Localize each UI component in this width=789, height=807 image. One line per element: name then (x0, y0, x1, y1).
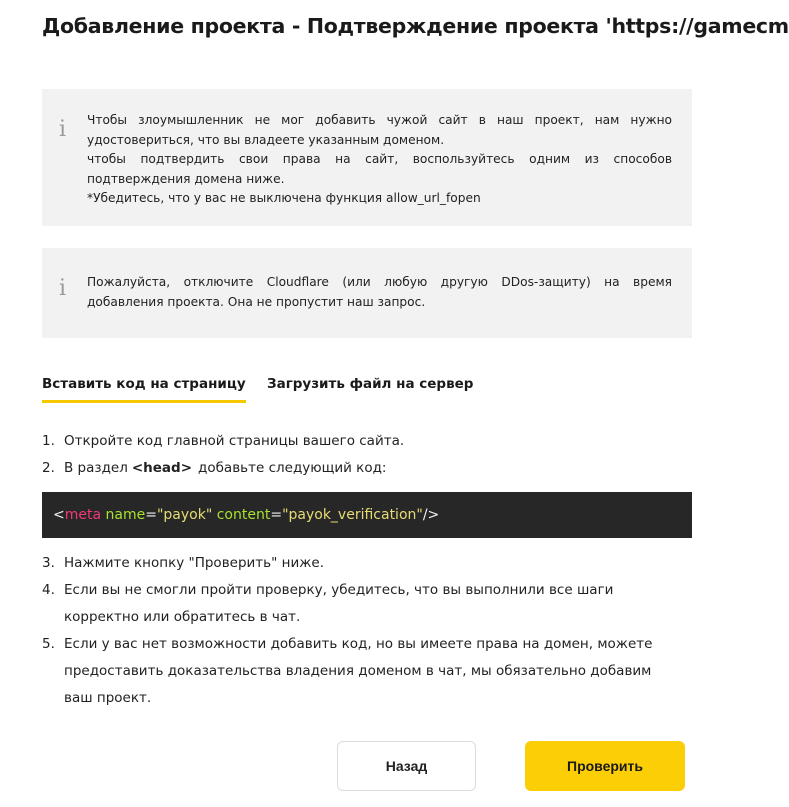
code-value-content: "payok_verification" (282, 507, 423, 523)
code-equals: = (145, 507, 157, 523)
head-tag-label: <head> (131, 460, 193, 476)
step-4 (42, 577, 613, 631)
step-5 (42, 631, 652, 712)
code-bracket: < (53, 507, 65, 523)
notice-text: *Убедитесь, что у вас не выключена функция allow_url_fopen (87, 191, 481, 205)
step-text: корректно или обратитесь в чат. (64, 609, 301, 625)
code-attr-content: content (216, 507, 271, 523)
step-text: добавьте следующий код: (198, 460, 387, 476)
step-number: 2. (42, 460, 55, 476)
back-button[interactable]: Назад (337, 741, 476, 791)
code-tag: meta (64, 507, 102, 523)
step-number: 3. (42, 555, 55, 571)
page-title: Добавление проекта - Подтверждение проекта 'https://gamecm (42, 14, 789, 38)
ownership-notice (42, 89, 692, 226)
notice-text: Чтобы злоумышленник не мог добавить чужой сайт в наш проект, нам нужно удостовериться, что вы владеете указанным доменом. (87, 113, 672, 147)
step-text: Откройте код главной страницы вашего сайта. (64, 433, 405, 449)
step-text: Нажмите кнопку "Проверить" ниже. (64, 555, 324, 571)
code-attr-name: name (105, 507, 146, 523)
step-text: Если вы не смогли пройти проверку, убедитесь, что вы выполнили все шаги (64, 582, 614, 598)
step-number: 1. (42, 433, 55, 449)
info-icon: i (59, 117, 67, 142)
step-text: ваш проект. (64, 690, 152, 706)
code-equals: = (270, 507, 283, 523)
notice-text: чтобы подтвердить свои права на сайт, воспользуйтесь одним из способов подтверждения домена ниже. (87, 152, 672, 186)
step-text: предоставить доказательства владения доменом в чат, мы обязательно добавим (64, 663, 652, 679)
step-text: Если у вас нет возможности добавить код, но вы имеете права на домен, можете (64, 636, 653, 652)
code-snippet[interactable] (42, 492, 692, 538)
step-1 (42, 428, 404, 455)
code-close: /> (422, 507, 440, 523)
cloudflare-notice (42, 248, 692, 338)
notice-text: Пожалуйста, отключите Cloudflare (или любую другую DDos-защиту) на время добавления проекта. Она не пропустит наш запрос. (87, 275, 672, 309)
tab-upload-file[interactable]: Загрузить файл на сервер (267, 376, 474, 392)
verify-button[interactable]: Проверить (525, 741, 685, 791)
step-3 (42, 550, 324, 577)
step-number: 5. (42, 636, 55, 652)
code-value-name: "payok" (156, 507, 213, 523)
step-text: В раздел (64, 460, 128, 476)
tab-insert-code[interactable]: Вставить код на страницу (42, 376, 246, 403)
info-icon: i (59, 276, 67, 301)
step-number: 4. (42, 582, 55, 598)
step-2 (42, 455, 386, 482)
